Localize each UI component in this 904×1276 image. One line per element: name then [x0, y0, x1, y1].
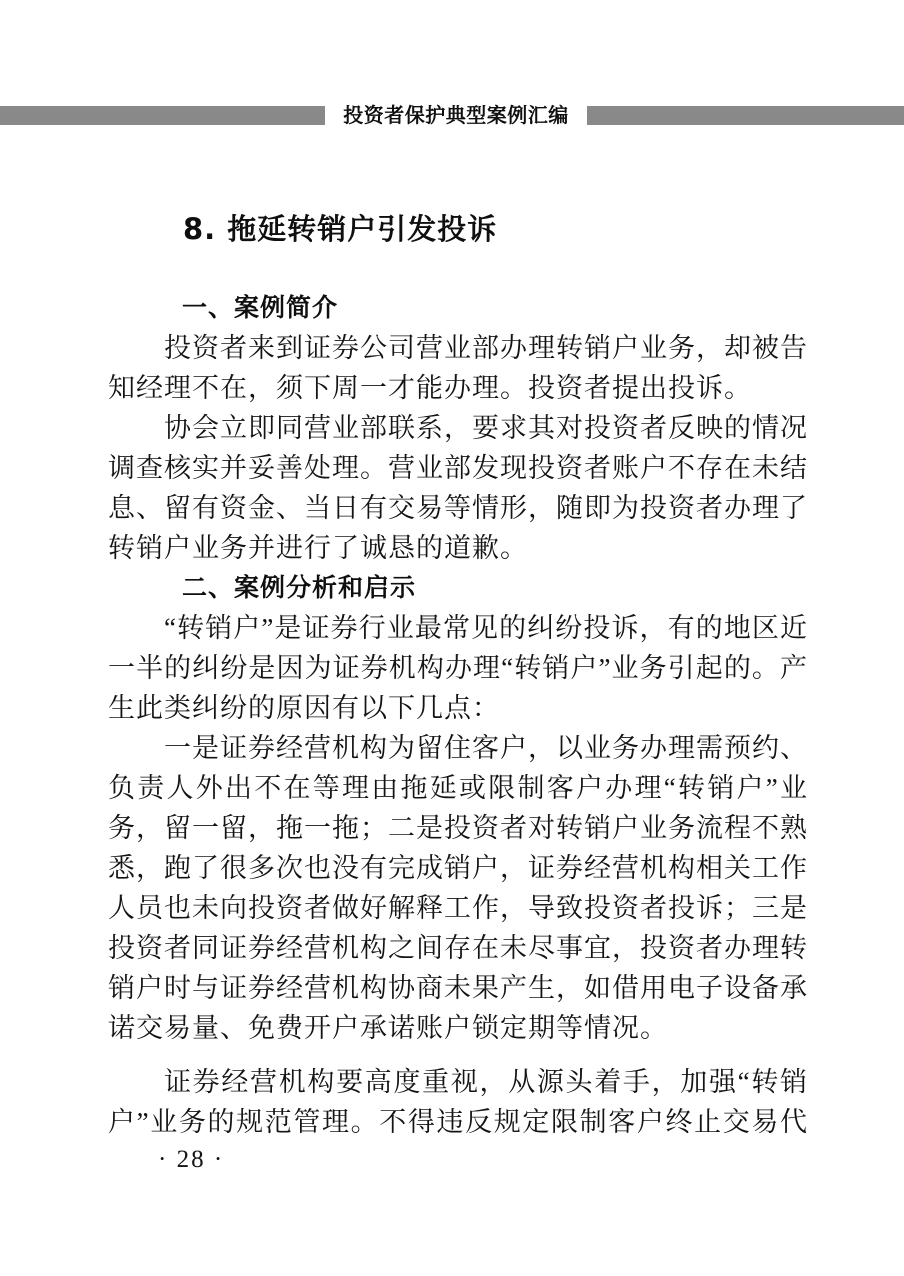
paragraph: 一是证券经营机构为留住客户，以业务办理需预约、负责人外出不在等理由拖延或限制客户办理“转销户”业务，留一留，拖一拖；二是投资者对转销户业务流程不熟悉，跑了很多次也没有完成销户，证券经营机构相关工作人员也未向投资者做好解释工作，导致投资者投诉；三是投资者同证券经营机构之间存在未尽事宜，投资者办理转销户时与证券经营机构协商未果产生，如借用电子设备承诺交易量、免费开户承诺账户锁定期等情况。: [108, 733, 808, 1043]
header-rule-right: [587, 106, 904, 125]
paragraph: “转销户”是证券行业最常见的纠纷投诉，有的地区近一半的纠纷是因为证券机构办理“转销户”业务引起的。产生此类纠纷的原因有以下几点：: [108, 613, 808, 723]
page-number: · 28 ·: [158, 1146, 225, 1173]
running-header-title: 投资者保护典型案例汇编: [343, 103, 569, 127]
section-heading-case-intro: 一、案例简介: [182, 293, 339, 322]
running-header: [0, 0, 904, 140]
chapter-title: 8. 拖延转销户引发投诉: [183, 212, 498, 246]
paragraph: 证券经营机构要高度重视，从源头着手，加强“转销户”业务的规范管理。不得违反规定限制客户终止交易代: [108, 1067, 808, 1137]
text-column: [108, 210, 808, 1142]
paragraph: 协会立即同营业部联系，要求其对投资者反映的情况调查核实并妥善处理。营业部发现投资者账户不存在未结息、留有资金、当日有交易等情形，随即为投资者办理了转销户业务并进行了诚恳的道歉。: [108, 413, 808, 563]
paragraph: 投资者来到证券公司营业部办理转销户业务，却被告知经理不在，须下周一才能办理。投资者提出投诉。: [108, 333, 808, 403]
header-rule-left: [0, 106, 325, 125]
section-heading-case-analysis: 二、案例分析和启示: [182, 573, 417, 602]
